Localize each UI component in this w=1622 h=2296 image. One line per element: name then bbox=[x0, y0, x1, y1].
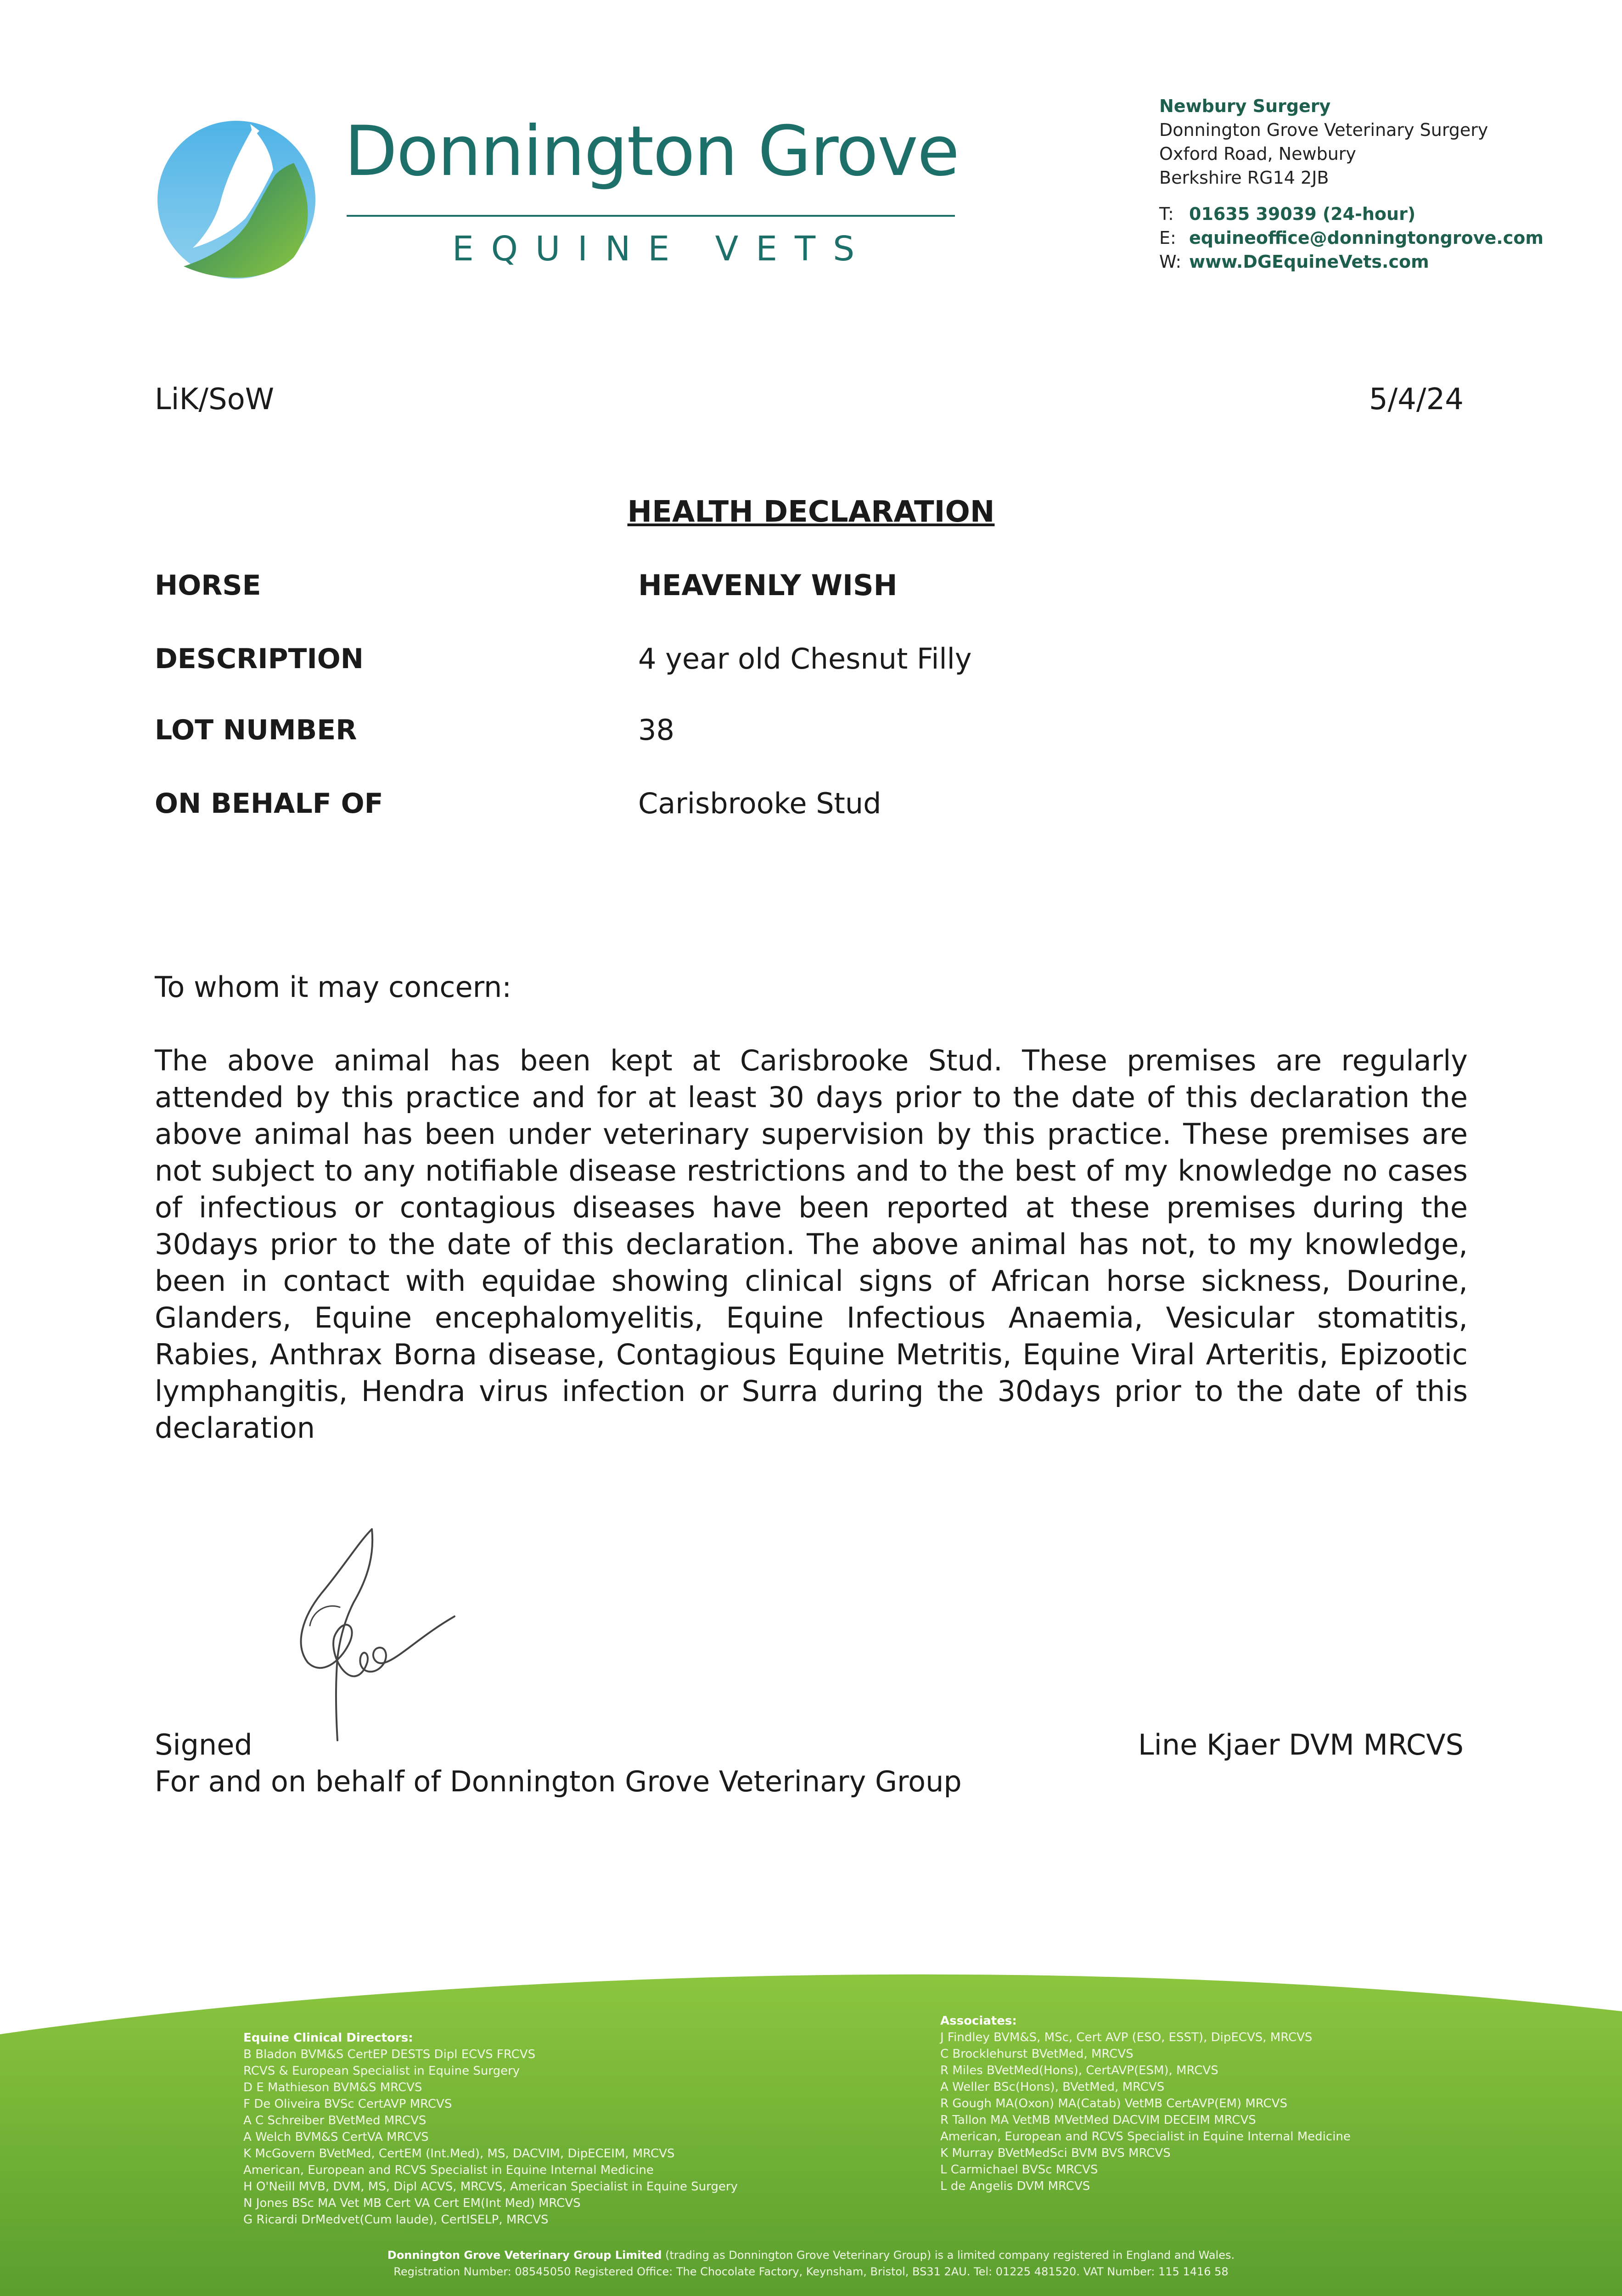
director-line: H O'Neill MVB, DVM, MS, Dipl ACVS, MRCVS, American Specialist in Equine Surgery bbox=[243, 2180, 738, 2194]
web-label: W: bbox=[1159, 252, 1182, 272]
on-behalf-line: For and on behalf of Donnington Grove Veterinary Group bbox=[155, 1765, 962, 1798]
surgery-address bbox=[1159, 94, 1488, 190]
field-label-description: DESCRIPTION bbox=[155, 643, 364, 675]
associate-line: J Findley BVM&S, MSc, Cert AVP (ESO, ESST), DipECVS, MRCVS bbox=[940, 2031, 1313, 2044]
director-line: N Jones BSc MA Vet MB Cert VA Cert EM(Int Med) MRCVS bbox=[243, 2196, 581, 2210]
legal-line-2: Registration Number: 08545050 Registered Office: The Chocolate Factory, Keynsham, Bristol, BS31 2AU. Tel: 01225 481520. VAT Number: 115 1416 58 bbox=[393, 2265, 1229, 2278]
logo-wordmark: Donnington Grove bbox=[344, 112, 959, 191]
director-line: B Bladon BVM&S CertEP DESTS Dipl ECVS FRCVS bbox=[243, 2048, 536, 2061]
associate-line: R Gough MA(Oxon) MA(Catab) VetMB CertAVP(EM) MRCVS bbox=[940, 2097, 1287, 2110]
director-line: K McGovern BVetMed, CertEM (Int.Med), MS, DACVIM, DipECEIM, MRCVS bbox=[243, 2147, 675, 2161]
salutation: To whom it may concern: bbox=[155, 970, 512, 1004]
associate-line: American, European and RCVS Specialist in Equine Internal Medicine bbox=[940, 2130, 1351, 2144]
email-link[interactable]: equineoffice@donningtongrove.com bbox=[1189, 228, 1543, 248]
field-label-lot-number: LOT NUMBER bbox=[155, 714, 357, 746]
associate-line: L de Angelis DVM MRCVS bbox=[940, 2179, 1090, 2193]
address-line: Donnington Grove Veterinary Surgery bbox=[1159, 120, 1488, 140]
footer-associates bbox=[940, 2013, 1351, 2195]
associate-line: L Carmichael BVSc MRCVS bbox=[940, 2163, 1098, 2177]
letter-date: 5/4/24 bbox=[1369, 383, 1464, 416]
legal-line-1: (trading as Donnington Grove Veterinary Group) is a limited company registered in England and Wales. bbox=[665, 2249, 1235, 2262]
contact-block bbox=[1159, 202, 1543, 274]
associate-line: R Tallon MA VetMB MVetMed DACVIM DECEIM MRCVS bbox=[940, 2113, 1256, 2127]
signer-name: Line Kjaer DVM MRCVS bbox=[1138, 1728, 1464, 1761]
associates-heading: Associates: bbox=[940, 2014, 1017, 2028]
director-line: RCVS & European Specialist in Equine Surgery bbox=[243, 2064, 520, 2078]
signed-label: Signed bbox=[155, 1728, 253, 1761]
associate-line: C Brocklehurst BVetMed, MRCVS bbox=[940, 2047, 1134, 2061]
director-line: A C Schreiber BVetMed MRCVS bbox=[243, 2114, 427, 2127]
logo-subtitle: EQUINE VETS bbox=[452, 229, 872, 269]
footer-legal bbox=[0, 2247, 1622, 2280]
director-line: A Welch BVM&S CertVA MRCVS bbox=[243, 2130, 429, 2144]
tel-label: T: bbox=[1159, 204, 1174, 224]
field-label-horse: HORSE bbox=[155, 569, 261, 602]
address-line: Berkshire RG14 2JB bbox=[1159, 168, 1329, 188]
director-line: D E Mathieson BVM&S MRCVS bbox=[243, 2081, 422, 2094]
associate-line: A Weller BSc(Hons), BVetMed, MRCVS bbox=[940, 2080, 1165, 2094]
footer-directors bbox=[243, 2030, 738, 2228]
field-value-horse: HEAVENLY WISH bbox=[638, 568, 898, 602]
field-value-description: 4 year old Chesnut Filly bbox=[638, 642, 972, 675]
website-link[interactable]: www.DGEquineVets.com bbox=[1189, 252, 1429, 272]
document-title: HEALTH DECLARATION bbox=[627, 495, 995, 529]
associate-line: R Miles BVetMed(Hons), CertAVP(ESM), MRCVS bbox=[940, 2064, 1218, 2077]
logo-horse-head-icon bbox=[156, 119, 317, 280]
directors-heading: Equine Clinical Directors: bbox=[243, 2031, 413, 2045]
field-value-lot-number: 38 bbox=[638, 713, 674, 747]
logo-divider bbox=[347, 215, 955, 217]
tel-link[interactable]: 01635 39039 (24-hour) bbox=[1189, 204, 1416, 224]
email-label: E: bbox=[1159, 228, 1176, 248]
associate-line: K Murray BVetMedSci BVM BVS MRCVS bbox=[940, 2146, 1171, 2160]
field-label-on-behalf-of: ON BEHALF OF bbox=[155, 788, 383, 820]
director-line: F De Oliveira BVSc CertAVP MRCVS bbox=[243, 2097, 452, 2111]
surgery-name: Newbury Surgery bbox=[1159, 96, 1331, 116]
reference-code: LiK/SoW bbox=[155, 383, 275, 416]
address-line: Oxford Road, Newbury bbox=[1159, 144, 1356, 164]
company-name: Donnington Grove Veterinary Group Limited bbox=[387, 2249, 662, 2262]
handwritten-signature bbox=[294, 1525, 459, 1745]
director-line: G Ricardi DrMedvet(Cum laude), CertISELP, MRCVS bbox=[243, 2213, 549, 2227]
declaration-body: The above animal has been kept at Carisbrooke Stud. These premises are regularly attended by this practice and for at least 30 days prior to the date of this declaration the above animal has been under veterinary supervision by this practice. These premises are not subject to any notifiable disease restrictions and to the best of my knowledge no cases of infectious or contagious diseases have been reported at these premises during the 30days prior to the date of this declaration. The above animal has not, to my knowledge, been in contact with equidae showing clinical signs of African horse sickness, Dourine, Glanders, Equine encephalomyelitis, Equine Infectious Anaemia, Vesicular stomatitis, Rabies, Anthrax Borna disease, Contagious Equine Metritis, Equine Viral Arteritis, Epizootic lymphangitis, Hendra virus infection or Surra during the 30days prior to the date of this declaration bbox=[155, 1044, 1468, 1445]
field-value-on-behalf-of: Carisbrooke Stud bbox=[638, 787, 881, 820]
director-line: American, European and RCVS Specialist in Equine Internal Medicine bbox=[243, 2163, 654, 2177]
